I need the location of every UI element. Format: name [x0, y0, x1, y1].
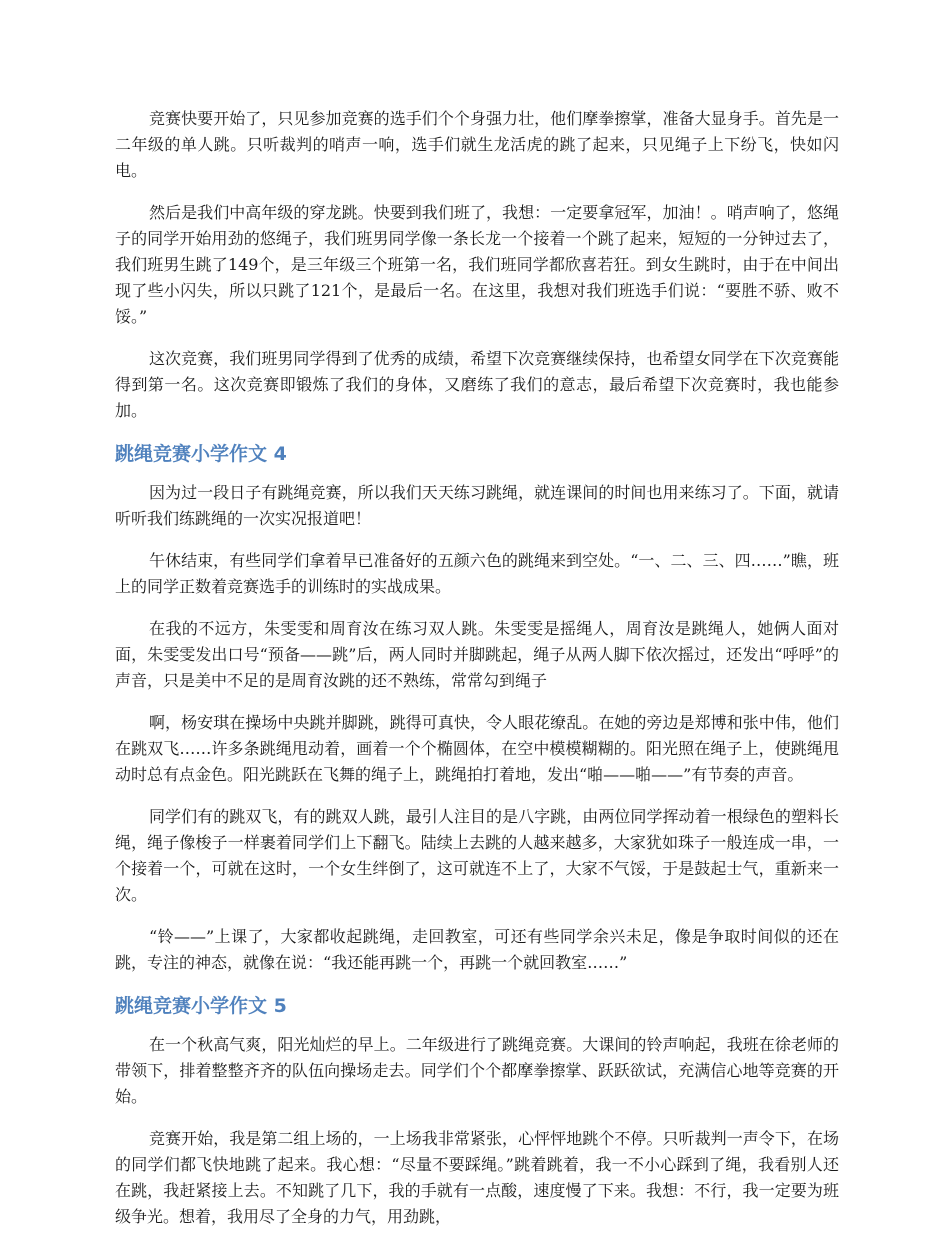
- paragraph: 在一个秋高气爽，阳光灿烂的早上。二年级进行了跳绳竞赛。大课间的铃声响起，我班在徐老师的带领下，排着整整齐齐的队伍向操场走去。同学们个个都摩拳擦掌、跃跃欲试，充满信心地等竞赛的开始。: [115, 1035, 839, 1106]
- paragraph: 因为过一段日子有跳绳竞赛，所以我们天天练习跳绳，就连课间的时间也用来练习了。下面，就请听听我们练跳绳的一次实况报道吧！: [115, 483, 839, 528]
- paragraph: 在我的不远方，朱雯雯和周育汝在练习双人跳。朱雯雯是摇绳人，周育汝是跳绳人，她俩人面对面，朱雯雯发出口号“预备——跳”后，两人同时并脚跳起，绳子从两人脚下依次摇过，还发出“呼呼”的声音，只是美中不足的是周育汝跳的还不熟练，常常勾到绳子: [115, 619, 839, 690]
- paragraph: 竞赛开始，我是第二组上场的，一上场我非常紧张，心怦怦地跳个不停。只听裁判一声令下，在场的同学们都飞快地跳了起来。我心想：“尽量不要踩绳。”跳着跳着，我一不小心踩到了绳，我看别人还在跳，我赶紧接上去。不知跳了几下，我的手就有一点酸，速度慢了下来。我想：不行，我一定要为班级争光。想着，我用尽了全身的力气，用劲跳，: [115, 1129, 839, 1226]
- paragraph: 然后是我们中高年级的穿龙跳。快要到我们班了，我想：一定要拿冠军，加油！。哨声响了，悠绳子的同学开始用劲的悠绳子，我们班男同学像一条长龙一个接着一个跳了起来，短短的一分钟过去了，我们班男生跳了149个，是三年级三个班第一名，我们班同学都欣喜若狂。到女生跳时，由于在中间出现了些小闪失，所以只跳了121个，是最后一名。在这里，我想对我们班选手们说：“要胜不骄、败不馁。”: [115, 203, 839, 326]
- paragraph: 竞赛快要开始了，只见参加竞赛的选手们个个身强力壮，他们摩拳擦掌，准备大显身手。首先是一二年级的单人跳。只听裁判的哨声一响，选手们就生龙活虎的跳了起来，只见绳子上下纷飞，快如闪电。: [115, 109, 839, 180]
- section-heading: 跳绳竞赛小学作文 4: [115, 443, 287, 465]
- paragraph: 啊，杨安琪在操场中央跳并脚跳，跳得可真快，令人眼花缭乱。在她的旁边是郑博和张中伟，他们在跳双飞……许多条跳绳甩动着，画着一个个椭圆体，在空中模模糊糊的。阳光照在绳子上，使跳绳甩动时总有点金色。阳光跳跃在飞舞的绳子上，跳绳拍打着地，发出“啪——啪——”有节奏的声音。: [115, 713, 839, 784]
- document-page: [115, 106, 839, 1246]
- paragraph: 午休结束，有些同学们拿着早已准备好的五颜六色的跳绳来到空处。“一、二、三、四……”瞧，班上的同学正数着竞赛选手的训练时的实战成果。: [115, 551, 839, 596]
- paragraph: 这次竞赛，我们班男同学得到了优秀的成绩，希望下次竞赛继续保持，也希望女同学在下次竞赛能得到第一名。这次竞赛即锻炼了我们的身体，又磨练了我们的意志，最后希望下次竞赛时，我也能参加。: [115, 349, 839, 420]
- section-heading: 跳绳竞赛小学作文 5: [115, 995, 287, 1017]
- paragraph: “铃——”上课了，大家都收起跳绳，走回教室，可还有些同学余兴未足，像是争取时间似的还在跳，专注的神态，就像在说：“我还能再跳一个，再跳一个就回教室……”: [115, 927, 839, 972]
- paragraph: 同学们有的跳双飞，有的跳双人跳，最引人注目的是八字跳，由两位同学挥动着一根绿色的塑料长绳，绳子像梭子一样裹着同学们上下翻飞。陆续上去跳的人越来越多，大家犹如珠子一般连成一串，一个接着一个，可就在这时，一个女生绊倒了，这可就连不上了，大家不气馁，于是鼓起士气，重新来一次。: [115, 807, 839, 904]
